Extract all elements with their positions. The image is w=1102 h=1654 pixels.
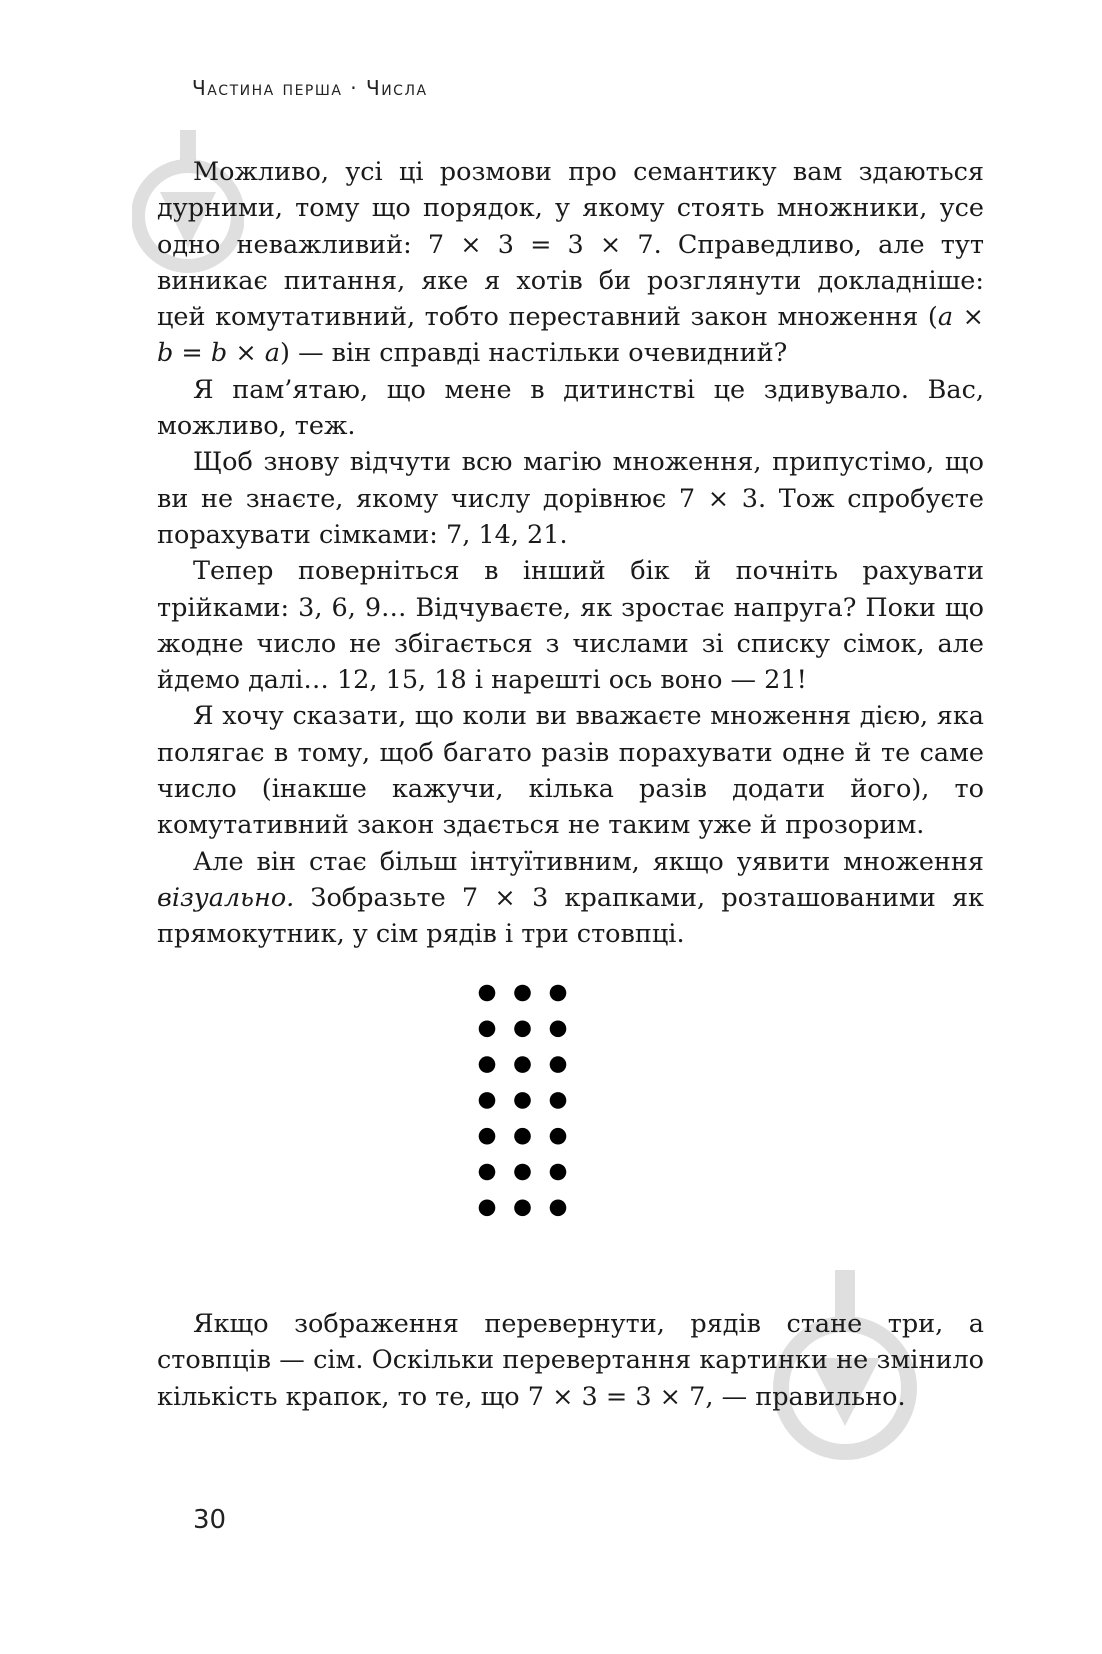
body-text-bottom [157, 1306, 984, 1415]
dot [550, 985, 567, 1002]
paragraph [157, 1306, 984, 1415]
text-run: Щоб знову відчути всю магію множення, припустімо, що ви не знаєте, якому числу дорівнює 7 × 3. Тож спробуєте порахувати сімками: 7, 14, 21. [157, 447, 984, 550]
text-run: Я пам’ятаю, що мене в дитинстві це здивувало. Вас, можливо, теж. [157, 374, 984, 442]
dot [479, 1164, 496, 1181]
dot [514, 1164, 531, 1181]
dot [479, 1092, 496, 1109]
text-run: Тепер поверніться в інший бік й почніть рахувати трійками: 3, 6, 9… Відчуваєте, як зростає напруга? Поки що жодне число не збігається з числами зі списку сімок, але йдемо далі… 12, 15, 18 і нарешті ось воно — 21! [157, 556, 984, 696]
text-run: Зобразьте 7 × 3 крапками, розташованими як прямокутник, у сім рядів і три стовпці. [157, 882, 984, 950]
dot [514, 1128, 531, 1145]
text-run: Але він стає більш інтуїтивним, якщо уявити множення [193, 846, 984, 877]
dot [514, 1056, 531, 1073]
math-expression: a × b = b × a [157, 302, 984, 369]
italic-text: візуально. [157, 882, 295, 913]
page-number: 30 [193, 1505, 227, 1535]
text-run: ) — він справді настільки очевидний? [280, 338, 788, 369]
dot [514, 1200, 531, 1217]
dot [479, 1021, 496, 1038]
dot [514, 1092, 531, 1109]
dot [550, 1021, 567, 1038]
dot [514, 985, 531, 1002]
dot [550, 1092, 567, 1109]
text-run: Можливо, усі ці розмови про семантику вам здаються дурними, тому що порядок, у якому стоять множники, усе одно неважливий: 7 × 3 = 3 × 7. Справедливо, але тут виникає питання, яке я хотів би розглянути докладніше: цей комутативний, тобто переставний закон множення ( [157, 157, 984, 333]
dot [479, 1056, 496, 1073]
dot [514, 1021, 531, 1038]
text-run: Якщо зображення перевернути, рядів стане три, а стовпців — сім. Оскільки перевертання картинки не змінило кількість крапок, то те, що 7 × 3 = 3 × 7, — правильно. [157, 1309, 984, 1412]
dot [550, 1056, 567, 1073]
running-header: Частина перша · Числа [192, 76, 428, 100]
dot [550, 1164, 567, 1181]
dot [479, 985, 496, 1002]
text-run: Я хочу сказати, що коли ви вважаєте множення дією, яка полягає в тому, щоб багато разів порахувати одне й те саме число (інакше кажучи, кілька разів додати його), то комутативний закон здається не таким уже й прозорим. [157, 701, 984, 841]
dot [479, 1200, 496, 1217]
dot [550, 1200, 567, 1217]
dot [550, 1128, 567, 1145]
dot [479, 1128, 496, 1145]
